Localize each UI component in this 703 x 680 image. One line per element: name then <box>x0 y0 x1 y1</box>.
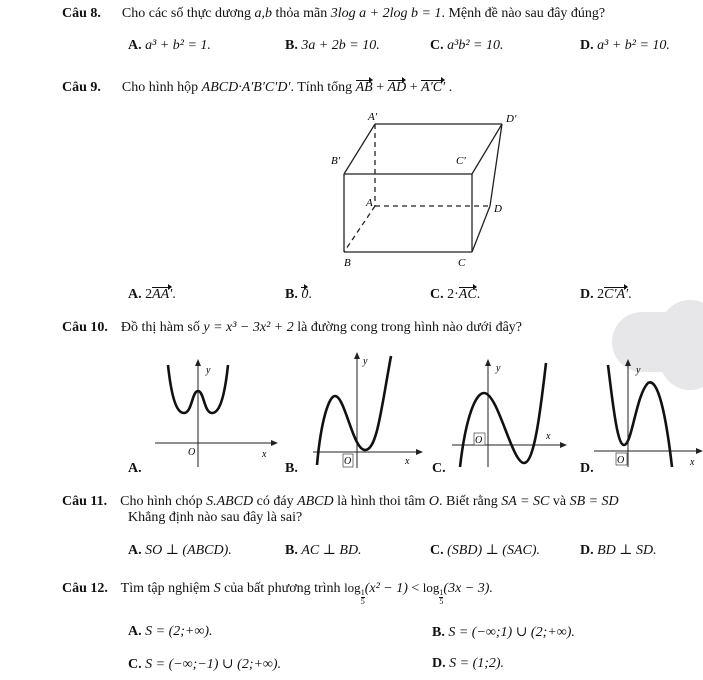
q11-option-a <box>128 542 232 559</box>
q8-option-a <box>128 38 211 54</box>
q9-option-c <box>430 287 480 303</box>
q11-text-d: . Biết rằng <box>439 494 498 509</box>
q12-rhs-log: log <box>422 580 440 595</box>
q9-option-b-dot: . <box>308 287 312 302</box>
q9-option-b <box>285 287 312 303</box>
q11-option-d-label: D. <box>580 543 594 558</box>
q9-option-c-dot: . <box>476 287 481 302</box>
q12-option-c <box>128 656 281 673</box>
q9-option-c-vec: AC <box>458 287 477 302</box>
q8-option-d <box>580 38 670 54</box>
q9-option-b-label: B. <box>285 287 298 302</box>
q11-option-b-text: AC ⊥ BD. <box>301 543 362 558</box>
q9-vec-ad: AD <box>387 80 407 95</box>
q8-number: Câu 8. <box>62 6 101 21</box>
q12-lhs-log: log <box>344 580 361 595</box>
q11-option-c-label: C. <box>430 543 444 558</box>
q10-option-c-label: C. <box>432 461 446 476</box>
q12-rhs-base-den: 5 <box>439 597 444 606</box>
q10-graph-a <box>150 355 285 470</box>
q10-function: y = x³ − 3x² + 2 <box>203 320 294 335</box>
q9-option-c-coef: 2· <box>447 287 459 302</box>
q9-vec-ab: AB <box>355 80 373 95</box>
q11-option-a-label: A. <box>128 543 142 558</box>
q12-text-b: của bất phương trình <box>224 581 341 596</box>
q10-graph-a-x-label: x <box>262 449 267 460</box>
q12-option-a-text: S = (2;+∞). <box>145 624 213 639</box>
q11-option-b-label: B. <box>285 543 298 558</box>
q11-stem <box>62 494 619 510</box>
q8-option-d-label: D. <box>580 38 594 53</box>
q9-label-b1: B′ <box>331 155 341 167</box>
q8-text-b: thỏa mãn <box>275 6 328 21</box>
q9-option-a-label: A. <box>128 287 142 302</box>
q11-text-a: Cho hình chóp <box>120 494 203 509</box>
q10-stem <box>62 320 522 336</box>
q9-option-d-dot: . <box>628 287 632 302</box>
q10-graph-c-y-label: y <box>496 363 501 374</box>
q12-rhs-arg: (3x − 3). <box>443 581 493 596</box>
q9-parallelepiped-figure <box>330 108 520 273</box>
q9-option-b-vec: 0 <box>301 287 309 302</box>
q9-label-d1: D′ <box>506 113 517 125</box>
q12-lhs <box>344 580 408 606</box>
q11-option-b <box>285 542 362 559</box>
q12-lhs-base-num: 1 <box>360 588 365 597</box>
q11-option-d <box>580 542 657 559</box>
q12-rhs <box>423 580 493 606</box>
q8-equation: 3log a + 2log b = 1 <box>330 6 442 21</box>
q10-option-a-label: A. <box>128 461 142 476</box>
q10-graph-b-x-label: x <box>405 456 410 467</box>
q8-option-a-label: A. <box>128 38 142 53</box>
q9-stem: Câu 9. Cho hình hộp ABCD·A′B′C′D′. Tính tổng AB + AD + A′C′ . <box>62 80 453 95</box>
q9-option-a <box>128 287 176 303</box>
q10-text-b: là đường cong trong hình nào dưới đây? <box>297 320 523 335</box>
q8-option-b-text: 3a + 2b = 10. <box>301 38 380 53</box>
q9-option-a-coef: 2 <box>145 287 153 302</box>
q12-option-b <box>432 624 575 641</box>
q9-number: Câu 9. <box>62 80 101 95</box>
q8-text-c: . Mệnh đề nào sau đây đúng? <box>441 6 606 21</box>
q11-text-c: là hình thoi tâm <box>337 494 426 509</box>
q9-option-c-label: C. <box>430 287 444 302</box>
q9-text-b: . Tính tổng <box>290 80 353 95</box>
q8-option-b-label: B. <box>285 38 298 53</box>
q10-graph-d-y-label: y <box>636 365 641 376</box>
q10-graph-d <box>592 355 703 470</box>
q9-option-d-label: D. <box>580 287 594 302</box>
q9-option-d <box>580 287 632 303</box>
q10-graph-c-origin: O <box>475 435 483 446</box>
q10-text-a: Đồ thị hàm số <box>120 320 200 335</box>
q12-number: Câu 12. <box>62 581 108 596</box>
q10-graph-d-origin: O <box>617 455 625 466</box>
q9-option-d-coef: 2 <box>597 287 605 302</box>
q10-graph-b-y-label: y <box>363 356 368 367</box>
q10-option-d-label: D. <box>580 461 594 476</box>
q12-lhs-base-den: 5 <box>360 597 365 606</box>
q12-lhs-arg: (x² − 1) <box>364 581 408 596</box>
q12-rhs-base-num: 1 <box>439 588 444 597</box>
q9-label-c1: C′ <box>456 155 466 167</box>
q11-option-c <box>430 542 540 559</box>
q8-option-c <box>430 38 503 54</box>
q11-option-a-text: SO ⊥ (ABCD). <box>145 543 232 558</box>
q8-stem <box>62 6 605 22</box>
q8-option-b <box>285 38 380 54</box>
q9-label-a1: A′ <box>368 111 378 123</box>
q12-option-a <box>128 624 213 640</box>
q12-less-than: < <box>411 581 420 596</box>
q9-option-d-vec: C′A′ <box>604 287 629 302</box>
q11-option-d-text: BD ⊥ SD. <box>597 543 657 558</box>
q8-vars: a,b <box>254 6 273 21</box>
q9-label-d: D <box>494 203 502 215</box>
q10-graph-c <box>442 355 572 470</box>
q12-option-c-text: S = (−∞;−1) ∪ (2;+∞). <box>145 657 282 672</box>
q12-option-d <box>432 656 504 672</box>
q12-text-a: Tìm tập nghiệm <box>120 581 211 596</box>
q9-solid: ABCD·A′B′C′D′ <box>201 80 291 95</box>
q10-graph-b-origin: O <box>344 456 352 467</box>
q12-option-c-label: C. <box>128 657 142 672</box>
q11-solid: S.ABCD <box>206 494 254 509</box>
q9-option-a-vec: AA′ <box>152 287 173 302</box>
q10-number: Câu 10. <box>62 320 108 335</box>
q11-cond1: SA = SC <box>501 494 550 509</box>
q10-graph-a-y-label: y <box>206 365 211 376</box>
q10-option-b-label: B. <box>285 461 298 476</box>
q8-option-a-text: a³ + b² = 1. <box>145 38 211 53</box>
q9-option-a-dot: . <box>172 287 176 302</box>
q11-and: và <box>552 494 567 509</box>
q9-text-a: Cho hình hộp <box>121 80 199 95</box>
q10-graph-c-x-label: x <box>546 431 551 442</box>
q12-option-b-text: S = (−∞;1) ∪ (2;+∞). <box>448 625 575 640</box>
q8-option-c-text: a³b² = 10. <box>447 38 504 53</box>
q9-label-a: A <box>366 197 373 209</box>
q11-text-b: có đáy <box>256 494 294 509</box>
q12-option-d-text: S = (1;2). <box>449 656 505 671</box>
q9-vec-a1c1: A′C′ <box>421 80 446 95</box>
q8-text-a: Cho các số thực dương <box>121 6 252 21</box>
q12-option-d-label: D. <box>432 656 446 671</box>
q10-graph-a-origin: O <box>188 447 196 458</box>
q12-option-b-label: B. <box>432 625 445 640</box>
q11-cond2: SB = SD <box>569 494 619 509</box>
q9-label-b: B <box>344 257 351 269</box>
q12-stem <box>62 580 493 606</box>
q11-option-c-text: (SBD) ⊥ (SAC). <box>447 543 540 558</box>
q10-graph-b <box>295 350 425 470</box>
q12-set: S <box>213 581 221 596</box>
q11-number: Câu 11. <box>62 494 108 509</box>
q8-option-c-label: C. <box>430 38 444 53</box>
q11-center: O <box>428 494 440 509</box>
q10-graph-d-x-label: x <box>690 457 695 468</box>
q11-line2: Khẳng định nào sau đây là sai? <box>128 510 303 525</box>
q12-option-a-label: A. <box>128 624 142 639</box>
q11-base: ABCD <box>297 494 334 509</box>
q9-label-c: C <box>458 257 466 269</box>
q8-option-d-text: a³ + b² = 10. <box>597 38 670 53</box>
